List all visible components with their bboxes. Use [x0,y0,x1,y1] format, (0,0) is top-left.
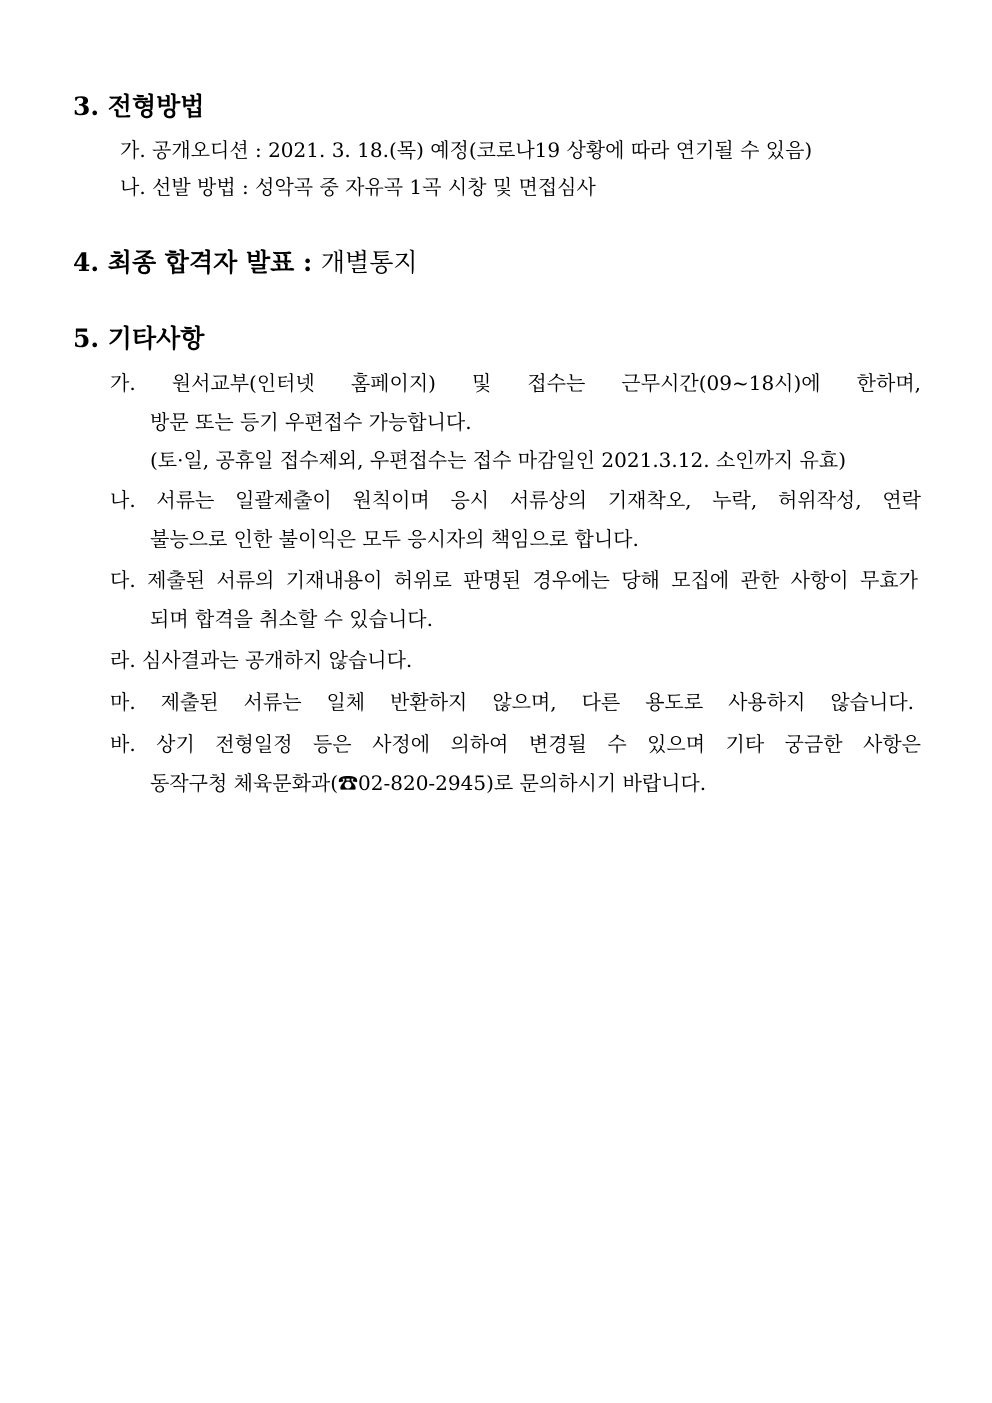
section-5-item-da-line2: 되며 합격을 취소할 수 있습니다. [150,607,433,631]
section-5-heading: 5. 기타사항 [73,324,205,353]
section-3-heading: 3. 전형방법 [73,92,205,121]
section-5-item-ra: 라. 심사결과는 공개하지 않습니다. [110,648,413,672]
section-5-item-ba-line1: 바. 상기 전형일정 등은 사정에 의하여 변경될 수 있으며 기타 궁금한 사항은 [110,732,921,756]
section-4-title: 4. 최종 합격자 발표 : [73,248,321,277]
section-5-item-na-line2: 불능으로 인한 불이익은 모두 응시자의 책임으로 합니다. [150,527,639,551]
section-5-item-ga-line3: (토·일, 공휴일 접수제외, 우편접수는 접수 마감일인 2021.3.12. 소인까지 유효) [150,448,847,472]
section-5-item-ma: 마. 제출된 서류는 일체 반환하지 않으며, 다른 용도로 사용하지 않습니다. [110,690,914,714]
section-5-item-ba-line2: 동작구청 체육문화과(☎02-820-2945)로 문의하시기 바랍니다. [150,771,707,795]
section-5-item-da-line1: 다. 제출된 서류의 기재내용이 허위로 판명된 경우에는 당해 모집에 관한 사항이 무효가 [110,568,918,592]
section-4-value: 개별통지 [320,248,418,277]
section-5-item-ga-line2: 방문 또는 등기 우편접수 가능합니다. [150,410,472,434]
section-5-item-ga-line1: 가. 원서교부(인터넷 홈페이지) 및 접수는 근무시간(09~18시)에 한하며, [110,371,921,395]
section-4-heading [73,248,418,278]
section-5-item-na-line1: 나. 서류는 일괄제출이 원칙이며 응시 서류상의 기재착오, 누락, 허위작성, 연락 [110,488,921,512]
section-3-item-audition: 가. 공개오디션 : 2021. 3. 18.(목) 예정(코로나19 상황에 따라 연기될 수 있음) [120,138,813,162]
section-3-item-selection: 나. 선발 방법 : 성악곡 중 자유곡 1곡 시창 및 면접심사 [120,175,596,199]
